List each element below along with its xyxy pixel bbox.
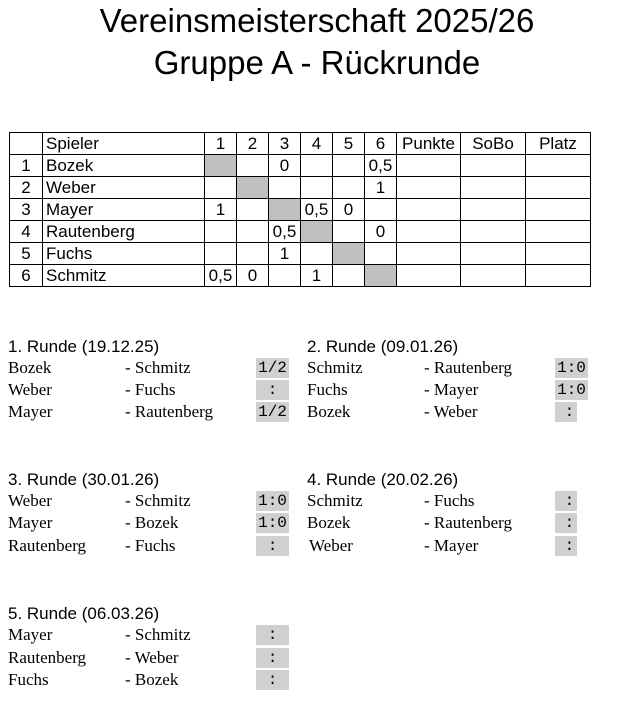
platz-cell: [526, 221, 591, 243]
result-cell: 0: [333, 199, 365, 221]
match-home: Rautenberg: [8, 536, 87, 555]
header-col-2: 2: [237, 133, 269, 155]
platz-cell: [526, 265, 591, 287]
punkte-cell: [397, 265, 461, 287]
sobo-cell: [461, 243, 526, 265]
player-name: Bozek: [43, 155, 205, 177]
match-home: Bozek: [307, 513, 351, 532]
sobo-cell: [461, 199, 526, 221]
match-home: Schmitz: [307, 358, 363, 377]
table-header-row: [10, 133, 591, 155]
match-home: Bozek: [8, 358, 52, 377]
match-home: Weber: [8, 380, 52, 399]
match-away: - Bozek: [125, 513, 179, 532]
punkte-cell: [397, 221, 461, 243]
result-cell: [237, 199, 269, 221]
row-number: 5: [10, 243, 43, 265]
table-row: [10, 243, 591, 265]
table-row: [10, 177, 591, 199]
platz-cell: [526, 155, 591, 177]
match-away: - Rautenberg: [125, 402, 213, 421]
header-col-4: 4: [301, 133, 333, 155]
row-number: 6: [10, 265, 43, 287]
result-cell: [365, 199, 397, 221]
match-result-field[interactable]: :: [256, 625, 289, 645]
punkte-cell: [397, 199, 461, 221]
match-away: - Schmitz: [125, 358, 191, 377]
match-result-field[interactable]: :: [256, 648, 289, 668]
player-name: Schmitz: [43, 265, 205, 287]
match-away: - Schmitz: [125, 625, 191, 644]
result-cell: [301, 243, 333, 265]
table-row: [10, 221, 591, 243]
player-name: Rautenberg: [43, 221, 205, 243]
match-home: Fuchs: [8, 670, 49, 689]
platz-cell: [526, 243, 591, 265]
match-home: Mayer: [8, 625, 53, 644]
header-spieler: Spieler: [43, 133, 205, 155]
row-number: 3: [10, 199, 43, 221]
result-cell-self: [237, 177, 269, 199]
match-home: Rautenberg: [8, 648, 87, 667]
player-name: Weber: [43, 177, 205, 199]
round-3-title: 3. Runde (30.01.26): [8, 470, 160, 489]
crosstable: [9, 132, 591, 287]
round-1-title: 1. Runde (19.12.25): [8, 337, 160, 356]
round-5-title: 5. Runde (06.03.26): [8, 604, 160, 623]
match-result-field[interactable]: :: [256, 380, 289, 400]
header-col-6: 6: [365, 133, 397, 155]
result-cell: [237, 155, 269, 177]
match-away: - Fuchs: [125, 536, 176, 555]
result-cell: [237, 221, 269, 243]
match-away: - Rautenberg: [424, 513, 512, 532]
result-cell: 0,5: [301, 199, 333, 221]
result-cell: [205, 177, 237, 199]
result-cell-self: [333, 243, 365, 265]
row-number: 4: [10, 221, 43, 243]
table-row: [10, 265, 591, 287]
result-cell: [237, 243, 269, 265]
punkte-cell: [397, 243, 461, 265]
result-cell-self: [365, 265, 397, 287]
header-punkte: Punkte: [397, 133, 461, 155]
header-nr: [10, 133, 43, 155]
result-cell: [269, 265, 301, 287]
platz-cell: [526, 199, 591, 221]
result-cell: 0,5: [269, 221, 301, 243]
result-cell: 0,5: [205, 265, 237, 287]
table-row: [10, 155, 591, 177]
row-number: 2: [10, 177, 43, 199]
match-result-field[interactable]: :: [555, 514, 584, 532]
result-cell: [301, 177, 333, 199]
match-result-field[interactable]: :: [555, 492, 584, 510]
match-away: - Schmitz: [125, 491, 191, 510]
result-cell: 1: [269, 243, 301, 265]
match-away: - Fuchs: [424, 491, 475, 510]
match-home: Weber: [8, 491, 52, 510]
result-cell-self: [269, 199, 301, 221]
result-cell: 1: [205, 199, 237, 221]
result-cell: [333, 177, 365, 199]
match-result-field[interactable]: :: [555, 537, 584, 555]
match-home: Fuchs: [307, 380, 348, 399]
table-row: [10, 199, 591, 221]
match-away: - Bozek: [125, 670, 179, 689]
page-subtitle: Gruppe A - Rückrunde: [153, 44, 481, 81]
result-cell: 0,5: [365, 155, 397, 177]
result-cell: 1: [365, 177, 397, 199]
match-result-field[interactable]: 1:0: [256, 491, 289, 511]
result-cell: 1: [301, 265, 333, 287]
result-cell: [205, 243, 237, 265]
punkte-cell: [397, 155, 461, 177]
result-cell: 0: [365, 221, 397, 243]
match-home: Weber: [309, 536, 353, 555]
match-away: - Weber: [125, 648, 179, 667]
header-col-1: 1: [205, 133, 237, 155]
punkte-cell: [397, 177, 461, 199]
match-away: - Rautenberg: [424, 358, 512, 377]
result-cell: [333, 265, 365, 287]
match-home: Mayer: [8, 402, 53, 421]
round-4-title: 4. Runde (20.02.26): [307, 470, 459, 489]
match-result-field[interactable]: :: [256, 536, 289, 556]
result-cell: 0: [269, 155, 301, 177]
sobo-cell: [461, 265, 526, 287]
match-result-field[interactable]: 1:0: [555, 358, 588, 378]
header-col-5: 5: [333, 133, 365, 155]
player-name: Fuchs: [43, 243, 205, 265]
match-result-field[interactable]: 1:0: [256, 513, 289, 533]
match-away: - Mayer: [424, 380, 479, 399]
result-cell: [365, 243, 397, 265]
row-number: 1: [10, 155, 43, 177]
result-cell: 0: [237, 265, 269, 287]
match-away: - Weber: [424, 402, 478, 421]
header-sobo: SoBo: [461, 133, 526, 155]
round-2-title: 2. Runde (09.01.26): [307, 337, 459, 356]
match-home: Bozek: [307, 402, 351, 421]
match-result-field[interactable]: 1:0: [555, 380, 588, 400]
result-cell-self: [205, 155, 237, 177]
result-cell: [333, 155, 365, 177]
match-away: - Mayer: [424, 536, 479, 555]
header-platz: Platz: [526, 133, 591, 155]
player-name: Mayer: [43, 199, 205, 221]
result-cell: [301, 155, 333, 177]
match-home: Mayer: [8, 513, 53, 532]
result-cell: [269, 177, 301, 199]
sobo-cell: [461, 177, 526, 199]
result-cell: [205, 221, 237, 243]
match-result-field[interactable]: :: [555, 403, 584, 421]
match-result-field[interactable]: :: [256, 670, 289, 690]
match-home: Schmitz: [307, 491, 363, 510]
match-result-field[interactable]: 1/2: [256, 358, 289, 378]
page-title: Vereinsmeisterschaft 2025/26: [99, 2, 535, 39]
platz-cell: [526, 177, 591, 199]
result-cell-self: [301, 221, 333, 243]
result-cell: [333, 221, 365, 243]
header-col-3: 3: [269, 133, 301, 155]
sobo-cell: [461, 221, 526, 243]
match-away: - Fuchs: [125, 380, 176, 399]
match-result-field[interactable]: 1/2: [256, 402, 289, 422]
sobo-cell: [461, 155, 526, 177]
